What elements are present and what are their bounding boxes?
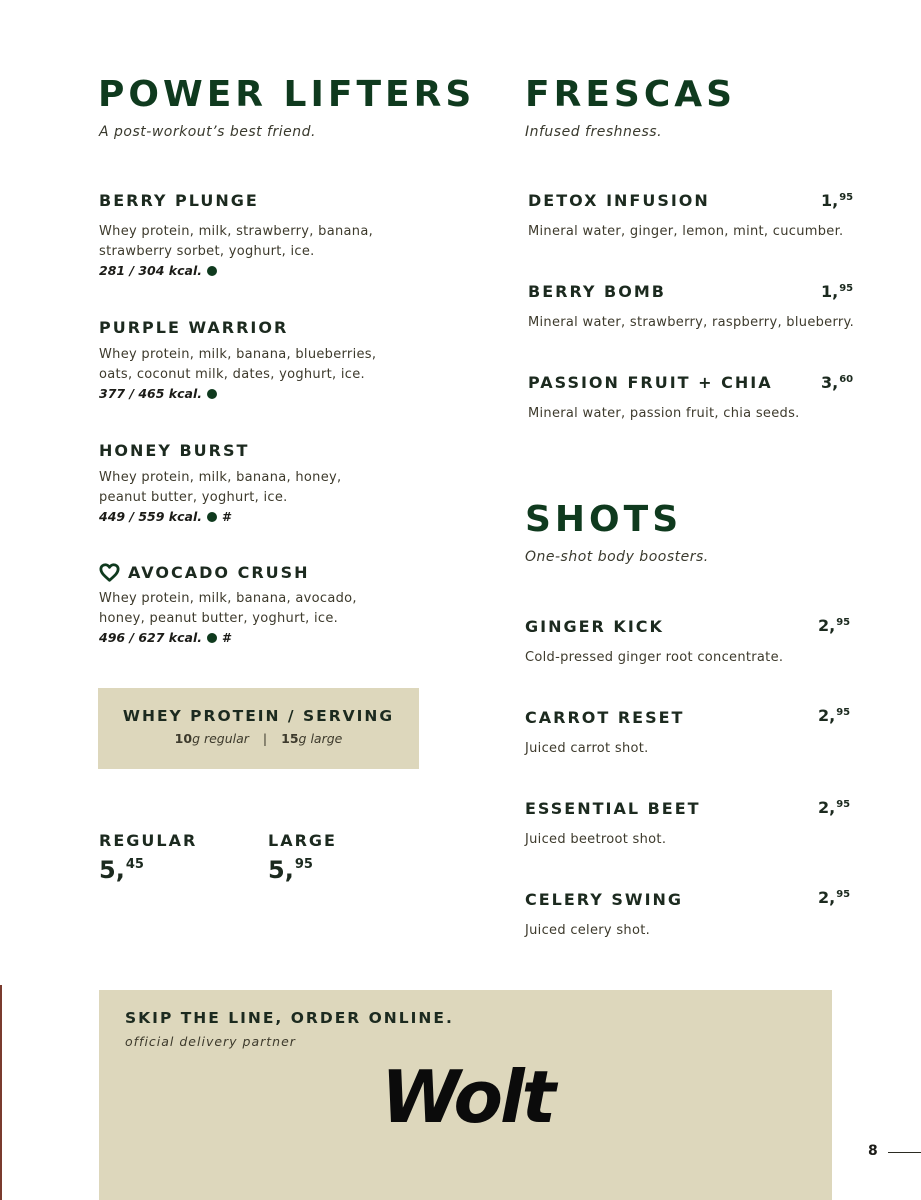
menu-item-ginger-kick xyxy=(525,617,855,668)
menu-item-detox-infusion xyxy=(528,191,858,242)
menu-item-honey-burst xyxy=(99,441,429,524)
price-comma: , xyxy=(829,706,836,725)
kcal-value: 449 / 559 kcal. xyxy=(99,509,202,524)
item-description: Cold-pressed ginger root concentrate. xyxy=(525,650,784,665)
price-detox-infusion xyxy=(821,192,853,210)
size-price xyxy=(99,856,197,884)
price-ginger-kick xyxy=(818,617,850,635)
item-name: DETOX INFUSION xyxy=(528,191,710,210)
menu-item-avocado-crush xyxy=(99,563,429,645)
item-description: Mineral water, passion fruit, chia seeds. xyxy=(528,406,800,421)
promo-subline: official delivery partner xyxy=(125,1034,296,1049)
frescas-title: FRESCAS xyxy=(525,74,737,115)
item-name: AVOCADO CRUSH xyxy=(128,563,310,582)
large-amount: 15 xyxy=(281,731,299,746)
size-price xyxy=(268,856,337,884)
page-number-rule xyxy=(888,1152,921,1153)
kcal-value: 496 / 627 kcal. xyxy=(99,630,202,645)
price-celery-swing xyxy=(818,889,850,907)
item-kcal xyxy=(99,386,429,401)
price-berry-bomb xyxy=(821,283,853,301)
item-description: Mineral water, strawberry, raspberry, blueberry. xyxy=(528,315,855,330)
price-int: 2 xyxy=(818,616,830,635)
kcal-value: 281 / 304 kcal. xyxy=(99,263,202,278)
separator: | xyxy=(262,731,268,746)
price-passion-fruit-chia xyxy=(821,374,853,392)
price-comma: , xyxy=(829,888,836,907)
price-dec: 95 xyxy=(836,617,851,628)
hash-mark: # xyxy=(222,630,233,645)
item-name: BERRY BOMB xyxy=(528,282,666,301)
whey-box-title: WHEY PROTEIN / SERVING xyxy=(122,707,395,725)
item-name: PURPLE WARRIOR xyxy=(99,318,289,337)
power-lifters-title: POWER LIFTERS xyxy=(98,74,476,115)
item-description: Mineral water, ginger, lemon, mint, cucumber. xyxy=(528,224,844,239)
price-int: 2 xyxy=(818,798,830,817)
item-description-line: honey, peanut butter, yoghurt, ice. xyxy=(99,611,339,626)
menu-item-berry-bomb xyxy=(528,282,868,333)
price-comma: , xyxy=(829,798,836,817)
price-int: 1 xyxy=(821,282,833,301)
item-description xyxy=(99,222,429,262)
item-name: PASSION FRUIT + CHIA xyxy=(528,373,773,392)
power-lifters-subtitle: A post-workout’s best friend. xyxy=(99,124,316,140)
item-kcal xyxy=(99,509,429,524)
dot-icon xyxy=(207,266,217,276)
promo-headline: SKIP THE LINE, ORDER ONLINE. xyxy=(125,1009,454,1027)
size-large xyxy=(268,831,337,884)
price-int: 5 xyxy=(99,856,116,884)
size-label: REGULAR xyxy=(99,831,198,850)
item-name: ESSENTIAL BEET xyxy=(525,799,701,818)
size-label: LARGE xyxy=(268,831,337,850)
hash-mark: # xyxy=(222,509,233,524)
whey-box-amounts xyxy=(98,731,419,746)
price-int: 3 xyxy=(821,373,833,392)
item-description: Juiced beetroot shot. xyxy=(525,832,667,847)
price-comma: , xyxy=(115,856,125,884)
price-dec: 95 xyxy=(839,283,854,294)
price-dec: 60 xyxy=(839,374,854,385)
regular-text: g regular xyxy=(192,731,249,746)
item-description-line: Whey protein, milk, banana, blueberries, xyxy=(99,347,377,362)
item-name: HONEY BURST xyxy=(99,441,250,460)
kcal-value: 377 / 465 kcal. xyxy=(99,386,202,401)
price-dec: 95 xyxy=(836,889,851,900)
page-edge-line xyxy=(0,985,2,1200)
item-description-line: oats, coconut milk, dates, yoghurt, ice. xyxy=(99,367,365,382)
price-carrot-reset xyxy=(818,707,850,725)
page-number: 8 xyxy=(868,1143,878,1159)
price-comma: , xyxy=(284,856,294,884)
frescas-subtitle: Infused freshness. xyxy=(525,124,663,140)
item-description: Juiced celery shot. xyxy=(525,923,651,938)
item-description xyxy=(99,589,429,629)
large-text: g large xyxy=(298,731,343,746)
item-description-line: Whey protein, milk, banana, honey, xyxy=(99,470,342,485)
item-name: CARROT RESET xyxy=(525,708,685,727)
menu-item-purple-warrior xyxy=(99,318,429,401)
item-name-row xyxy=(99,563,429,582)
menu-item-berry-plunge xyxy=(99,191,429,278)
shots-title: SHOTS xyxy=(525,499,683,540)
price-dec: 95 xyxy=(839,192,854,203)
price-int: 2 xyxy=(818,888,830,907)
price-essential-beet xyxy=(818,799,850,817)
regular-amount: 10 xyxy=(174,731,193,746)
price-dec: 95 xyxy=(294,857,313,872)
shots-subtitle: One-shot body boosters. xyxy=(525,549,709,565)
item-kcal xyxy=(99,630,429,645)
price-comma: , xyxy=(829,616,836,635)
item-description-line: Whey protein, milk, banana, avocado, xyxy=(99,591,357,606)
price-dec: 95 xyxy=(836,799,851,810)
item-description: Juiced carrot shot. xyxy=(525,741,649,756)
whey-protein-box xyxy=(98,688,419,769)
price-int: 2 xyxy=(818,706,830,725)
price-dec: 95 xyxy=(836,707,851,718)
item-description xyxy=(99,468,429,508)
menu-item-essential-beet xyxy=(525,799,855,850)
item-description-line: Whey protein, milk, strawberry, banana, xyxy=(99,224,374,239)
price-dec: 45 xyxy=(125,857,144,872)
item-description xyxy=(99,345,429,385)
heart-icon xyxy=(99,563,120,582)
item-name: CELERY SWING xyxy=(525,890,684,909)
wolt-logo: Wolt xyxy=(381,1055,554,1139)
price-comma: , xyxy=(832,373,839,392)
item-name: BERRY PLUNGE xyxy=(99,191,259,210)
dot-icon xyxy=(207,512,217,522)
price-comma: , xyxy=(832,191,839,210)
item-description-line: strawberry sorbet, yoghurt, ice. xyxy=(99,244,315,259)
dot-icon xyxy=(207,389,217,399)
price-int: 1 xyxy=(821,191,833,210)
price-int: 5 xyxy=(268,856,285,884)
order-online-banner xyxy=(99,990,832,1200)
dot-icon xyxy=(207,633,217,643)
menu-item-celery-swing xyxy=(525,890,855,941)
price-comma: , xyxy=(832,282,839,301)
item-kcal xyxy=(99,263,429,278)
item-name: GINGER KICK xyxy=(525,617,664,636)
size-regular xyxy=(99,831,197,884)
menu-item-passion-fruit-chia xyxy=(528,373,858,424)
item-description-line: peanut butter, yoghurt, ice. xyxy=(99,490,288,505)
menu-item-carrot-reset xyxy=(525,708,855,759)
